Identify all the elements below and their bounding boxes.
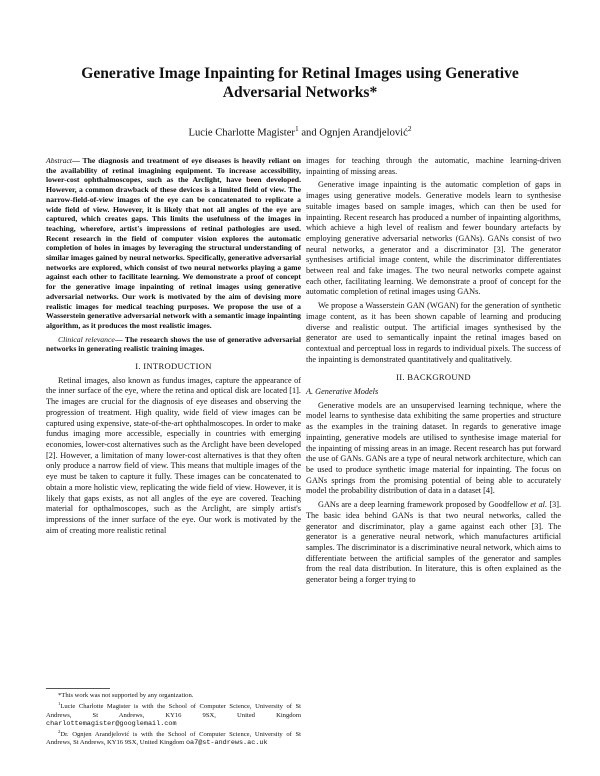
background-paragraph-1: Generative models are an unsupervised learning technique, where the model learns to synthesise data exhibiting the same properties and structure as the examples in the training dataset. In regards to generative image inpainting, generative models are utilised to synthesise image material for the inpainting of missing areas in an image. Recent research has put forward the use of GANs. GANs are a type of neural network architecture, which can be used to produce synthetic image material for inpainting. The focus on GANs springs from the promising potential of being able to accurately model the probability distribution of data in a dataset [4]. xyxy=(306,400,561,496)
abstract-text: — The diagnosis and treatment of eye diseases is heavily reliant on the availability of retinal imagining equipment. To increase accessibility, lower-cost ophthalmoscopes, such as the Arclight, have been developed. However, a common drawback of these devices is a limited field of view. The narrow-field-of-view images of the eye can be concatenated to replicate a wide field of view. However, it is likely that not all angles of the eye are captured, which creates gaps. This limits the usefulness of the images in teaching, wherefore, artist's impressions of retinal pathologies are used. Recent research in the field of computer vision explores the automatic completion of holes in images by leveraging the structural understanding of similar images gained by neural networks. Specifically, generative adversarial networks are explored, which consist of two neural networks playing a game against each other to facilitate learning. We demonstrate a proof of concept for the generative image inpainting of retinal images using generative adversarial networks. Our work is motivated by the aim of devising more realistic images for medical teaching purposes. We propose the use of a Wasserstein generative adversarial network with a semantic image inpainting algorithm, as it produces the most realistic images. xyxy=(46,156,301,330)
intro-continuation: images for teaching through the automatic, machine learning-driven inpainting of missing areas. xyxy=(306,156,561,176)
footnote-funding: *This work was not supported by any organization. xyxy=(58,692,194,699)
clinical-text: — The research shows the use of generative adversarial networks in generating realistic training images. xyxy=(46,334,301,354)
title-line-2: Adversarial Networks* xyxy=(222,84,378,101)
section-heading-background: II. BACKGROUND xyxy=(396,372,471,383)
clinical-label: Clinical relevance xyxy=(58,334,115,344)
email-author-2[interactable]: oa7@st-andrews.ac.uk xyxy=(185,739,268,748)
footnote-author-2: $^2$Dr. Ognjen Arandjelović is with the School of Computer Science, University of St Andrews, St Andrews, KY16 9SX, United Kingdom oa7@st-andrews.ac.uk xyxy=(46,729,301,748)
author-1: Lucie Charlotte Magister xyxy=(188,127,295,139)
left-column xyxy=(46,156,301,536)
author-connector: and Ognjen Arandjelović xyxy=(298,127,408,139)
abstract xyxy=(46,156,301,331)
clinical-relevance xyxy=(46,335,301,354)
footnote-rule xyxy=(46,688,110,689)
title-line-1: Generative Image Inpainting for Retinal Images using Generative xyxy=(81,65,519,82)
email-author-1[interactable]: charlottemagister@googlemail.com xyxy=(46,719,177,728)
footnote-2-mark: 2 xyxy=(58,729,61,734)
author-2-mark: 2 xyxy=(407,124,412,133)
right-column xyxy=(306,156,561,586)
intro-paragraph-3: We propose a Wasserstein GAN (WGAN) for the generation of synthetic image content, as it has been shown capable of learning and producing diverse and realistic output. The artificial images synthesised by the generator are used to semantically inpaint the retinal images based on contextual and perceptual loss in regards to individual pixels. The success of the inpainting is demonstrated quantitatively and qualitatively. xyxy=(306,301,561,364)
abstract-label: Abstract xyxy=(46,156,73,165)
et-al: et al. xyxy=(530,500,548,510)
author-line xyxy=(60,122,540,140)
paper-title xyxy=(60,64,540,102)
footnotes xyxy=(46,688,301,748)
intro-paragraph: Retinal images, also known as fundus images, capture the appearance of the inner surface of the eye, where the retina and optical disk are located [1]. The images are crucial for the diagnosis of eye diseases and observing the progression of treatment. High quality, wide field of view images can be captured using expensive, state-of-the-art ophthalmoscopes. In order to make fundus imaging more accessible, especially in countries with emerging economies, lower-cost alternatives such as the Arclight have been developed [2]. However, a limitation of many lower-cost alternatives is that they often only produce a narrow field of view. This means that multiple images of the eye must be taken to capture it fully. These images can be concatenated to obtain a more holistic view, replicating the wide field of view. However, it is likely that gaps exists, as not all angles of the eye are covered. Teaching material for opthalmoscopes, such as the Arclight, are simply artist's impressions of the inner surface of the eye. Our work is motivated by the aim of creating more realistic retinal xyxy=(46,375,301,535)
author-1-mark: 1 xyxy=(294,124,299,133)
section-heading-introduction: I. INTRODUCTION xyxy=(135,361,212,372)
intro-paragraph-2: Generative image inpainting is the automatic completion of gaps in images using generative models. Generative models learn to synthesise suitable images based on sample images, which can then be used for inpainting. Recent research has produced a number of inpainting algorithms, which achieve a high level of realism and fewer boundary artefacts by employing generative adversarial networks (GANs). GANs consist of two neural networks, a generator and a discriminator [3]. The generator synthesises artificial image content, while the discriminator differentiates between real and fake images. The two neural networks compete against each other, facilitating learning. We demonstrate a proof of concept for the automatic completion of retinal images using GANs. xyxy=(306,180,561,297)
footnote-1-mark: 1 xyxy=(58,701,61,707)
subsection-heading-generative-models: A. Generative Models xyxy=(306,387,379,397)
footnote-author-1: $^1$Lucie Charlotte Magister is with the School of Computer Science, University of St Andrews, St Andrews, KY16 9SX, United Kingdom charlottemagister@googlemail.com xyxy=(46,701,301,728)
background-paragraph-2: GANs are a deep learning framework proposed by Goodfellow et al. [3]. The basic idea behind GANs is that two neural networks, called the generator and discriminator, play a game against each other [3]. The generator is a generative neural network, which manufactures artificial samples. The discriminator is a discriminative neural network, which aims to differentiate between the artificial samples of the generator and samples from the real data distribution. In literature, this is often explained as the generator being a forger trying to xyxy=(306,500,562,585)
